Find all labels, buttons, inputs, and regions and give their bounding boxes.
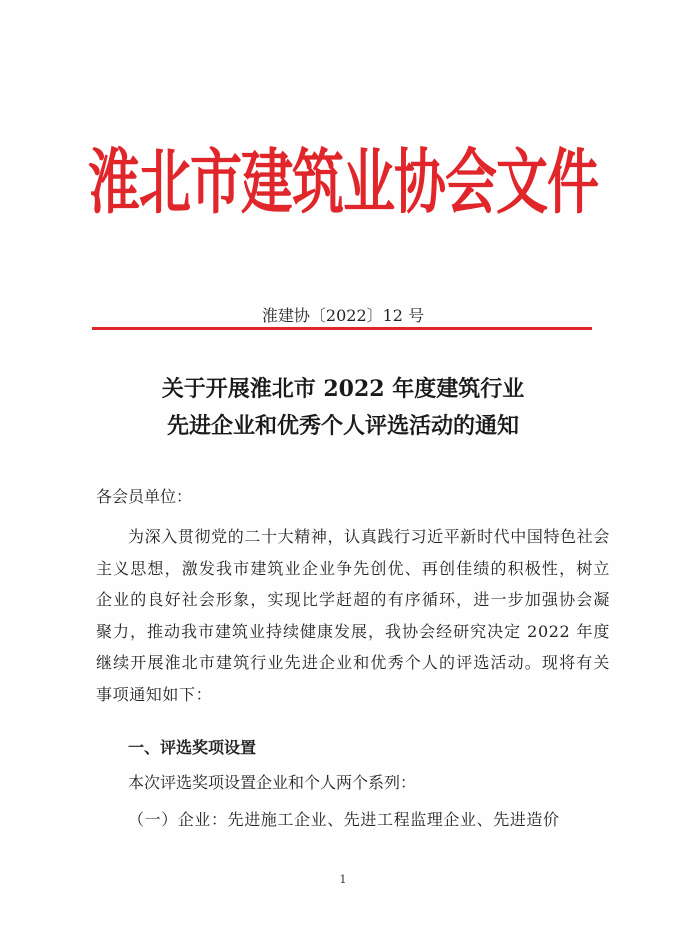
intro-paragraph: 为深入贯彻党的二十大精神，认真践行习近平新时代中国特色社会主义思想，激发我市建筑业企业争先创优、再创佳绩的积极性，树立企业的良好社会形象，实现比学赶超的有序循环，进一步加强协会凝聚力，推动我市建筑业持续健康发展，我协会经研究决定 2022 年度继续开展淮北市建筑行业先进企业和优秀个人的评选活动。现将有关事项通知如下： xyxy=(96,527,610,704)
notice-title-line-1: 关于开展淮北市 2022 年度建筑行业 xyxy=(161,376,525,402)
notice-title xyxy=(0,371,686,445)
section-heading: 一、评选奖项设置 xyxy=(128,738,257,757)
document-number: 淮建协〔2022〕12 号 xyxy=(261,306,425,325)
notice-title-line-2: 先进企业和优秀个人评选活动的通知 xyxy=(166,413,519,439)
page-number: 1 xyxy=(339,873,347,886)
red-divider-line xyxy=(92,327,592,330)
masthead-title: 淮北市建筑业协会文件 xyxy=(87,141,598,225)
salutation: 各会员单位： xyxy=(96,487,193,506)
section-description: 本次评选奖项设置企业和个人两个系列： xyxy=(128,773,417,792)
enterprise-item: （一）企业：先进施工企业、先进工程监理企业、先进造价 xyxy=(128,810,560,829)
